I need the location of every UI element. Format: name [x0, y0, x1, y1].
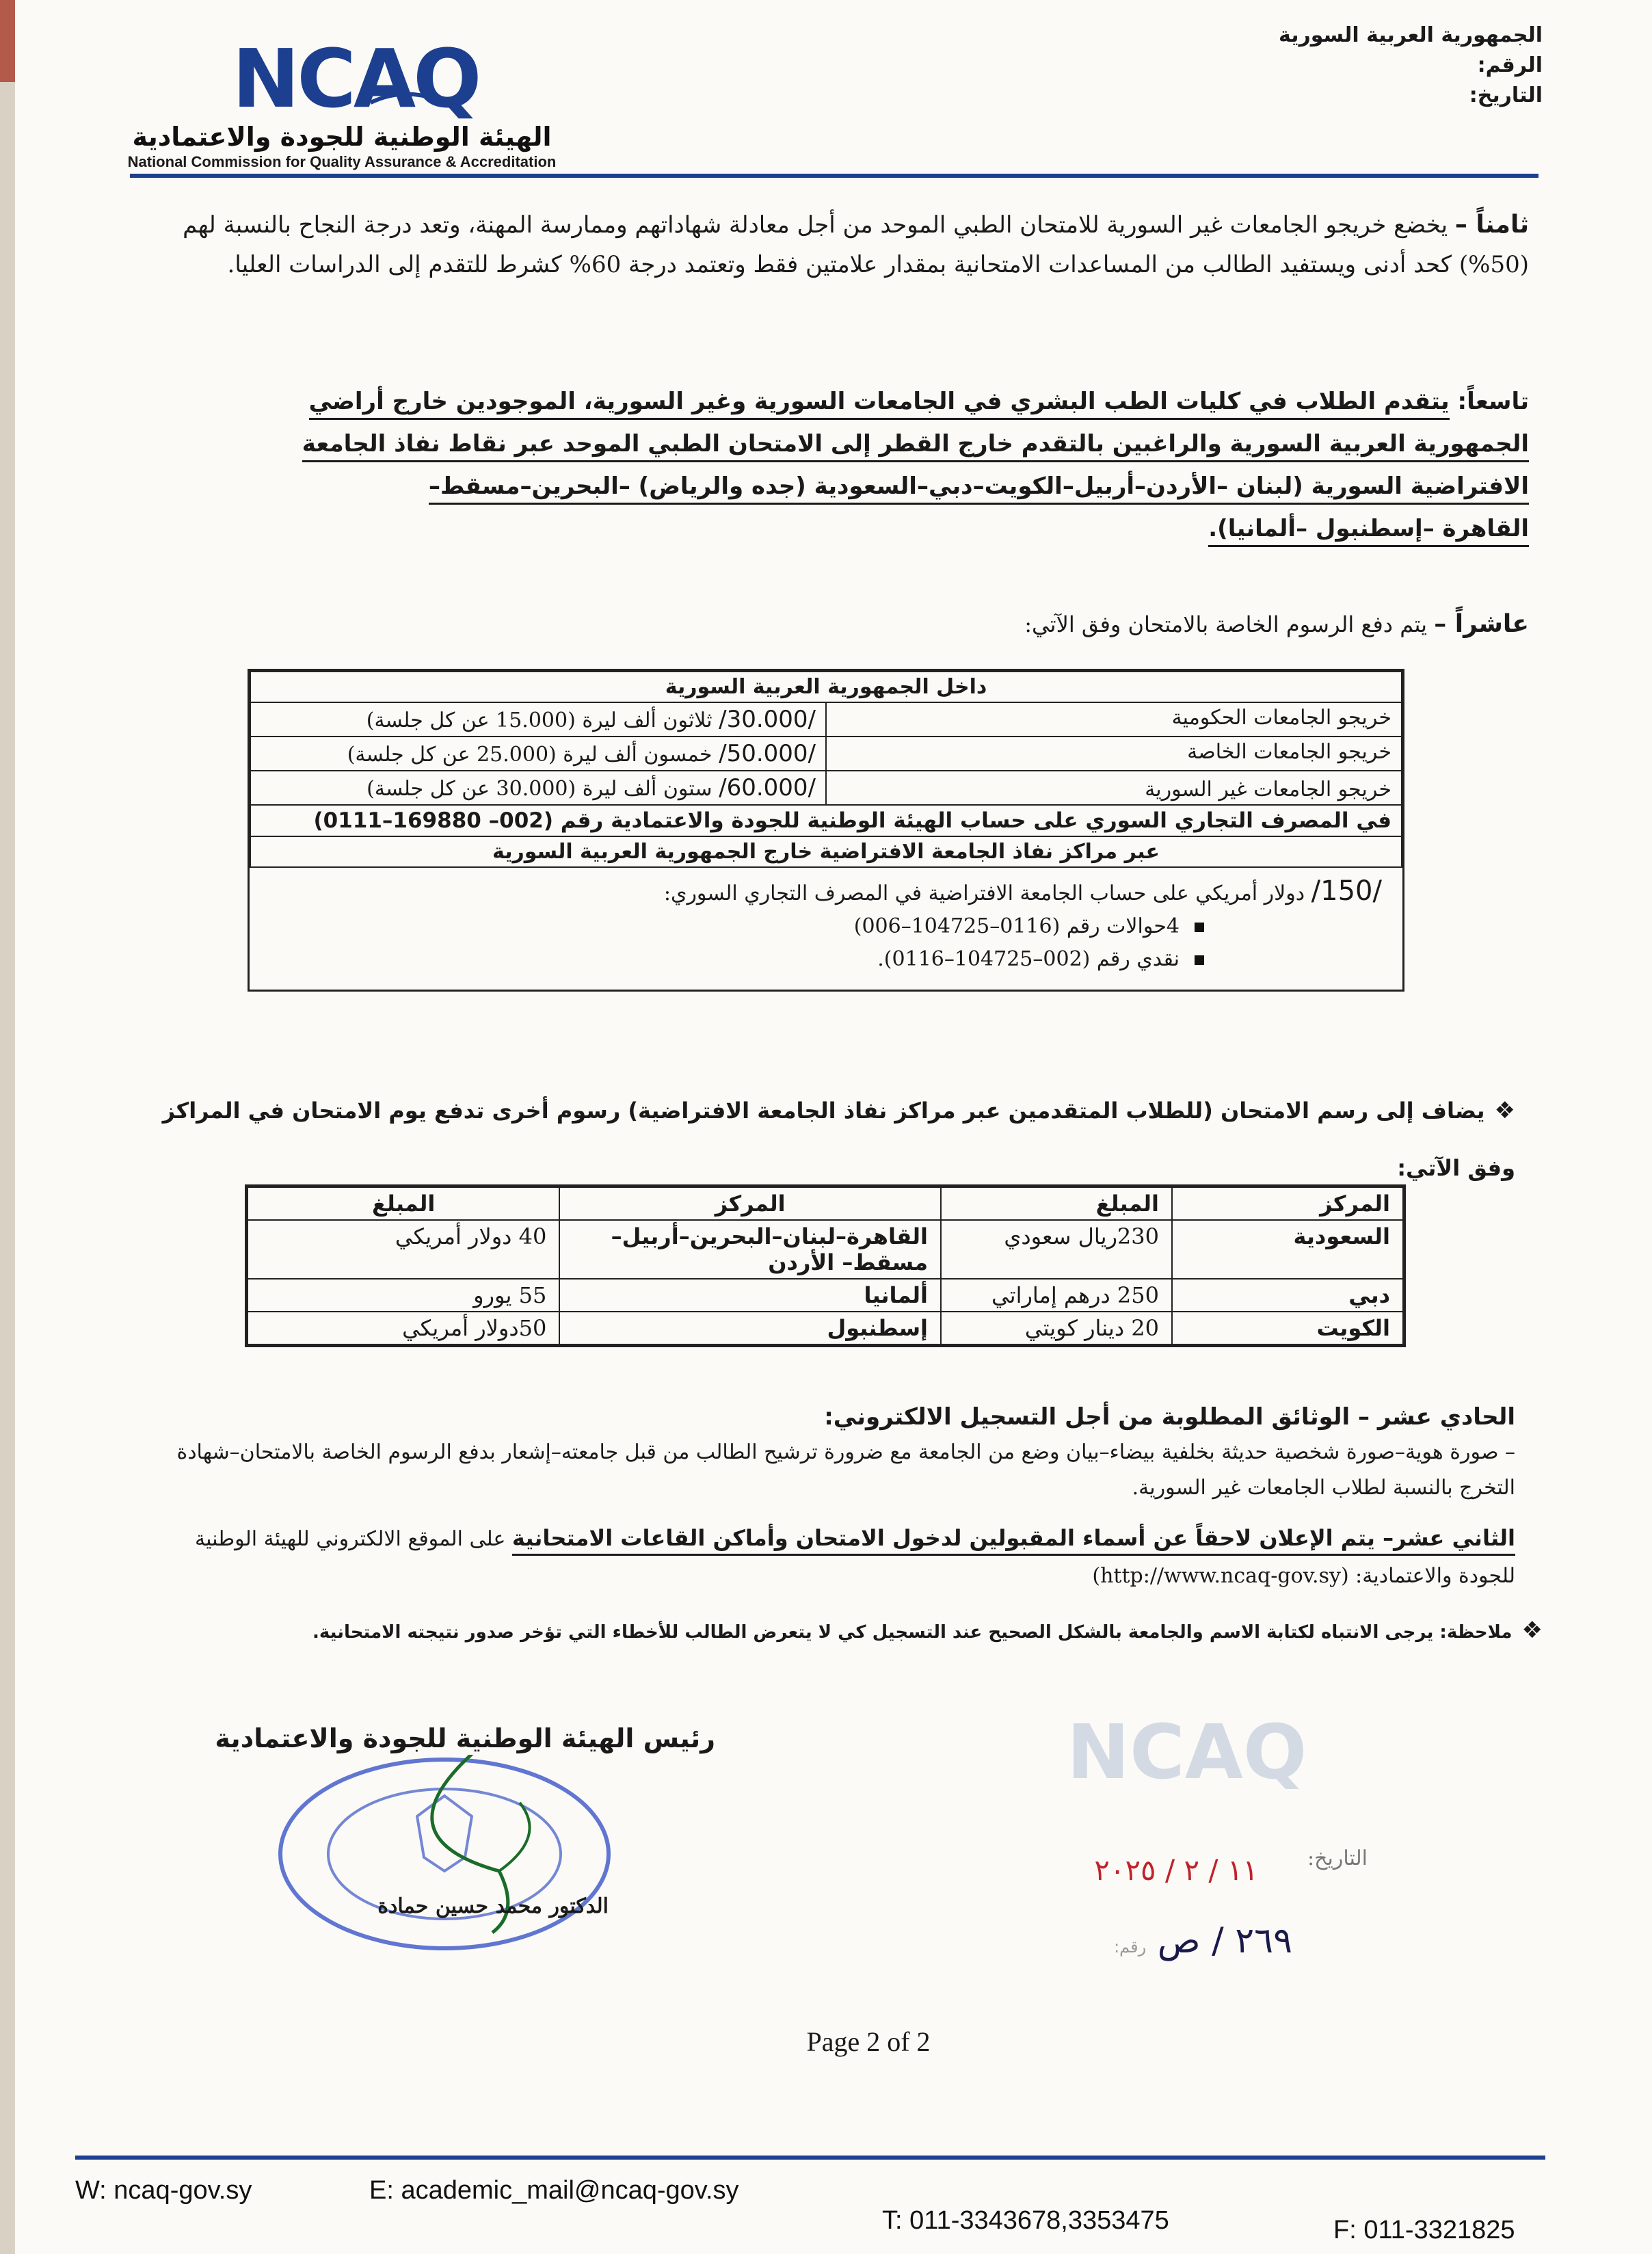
- amount-cell: 230ريال سعودي: [941, 1220, 1172, 1279]
- footer-rule: [75, 2156, 1545, 2160]
- page-number: Page 2 of 2: [806, 2026, 931, 2057]
- footer-fax: F: 011-3321825: [1333, 2216, 1515, 2244]
- bullet-transfer: 4حوالات رقم (0116–104725–006): [853, 914, 1180, 938]
- table-row: [248, 1220, 1403, 1279]
- bullet-icon: [1195, 955, 1204, 965]
- section-eighth: [161, 205, 1529, 284]
- abroad-amount: /150/: [1311, 875, 1382, 907]
- signature-name: الدكتور محمد حسين حمادة: [377, 1894, 609, 1918]
- section-ninth: [161, 380, 1529, 550]
- section-eleventh-lead: الحادي عشر – الوثائق المطلوبة من أجل التسجيل الالكتروني:: [824, 1403, 1515, 1431]
- amount-cell: 50دولار أمريكي: [248, 1312, 559, 1344]
- fee-amount: /60.000/: [719, 774, 816, 801]
- table-row: [248, 1312, 1403, 1344]
- fee-value: [250, 771, 826, 805]
- fee-value: [250, 702, 826, 737]
- table-row: [250, 737, 1402, 771]
- note: [175, 1617, 1543, 1646]
- section-tenth-text: يتم دفع الرسوم الخاصة بالامتحان وفق الآتي:: [1024, 611, 1428, 637]
- section-eleventh-text: – صورة هوية–صورة شخصية حديثة بخلفية بيضاء–بيان وضع من الجامعة مع ضرورة ترشيح الطالب من قبل جامعته–إشعار بدفع الرسوم الخاصة بالامتحان–شهادة التخرج بالنسبة لطلاب الجامعات غير السورية.: [176, 1440, 1515, 1500]
- stamp-wordmark: NCAQ: [1067, 1710, 1307, 1796]
- binding-strip: [0, 0, 15, 2254]
- col-header: المركز: [559, 1187, 941, 1220]
- section-ninth-line2: الجمهورية العربية السورية والراغبين بالتقدم خارج القطر إلى الامتحان الطبي الموحد عبر نقاط نفاذ الجامعة: [302, 430, 1529, 462]
- fees-table-header: داخل الجمهورية العربية السورية: [250, 672, 1402, 702]
- section-twelfth: [161, 1520, 1515, 1595]
- abroad-header: عبر مراكز نفاذ الجامعة الافتراضية خارج الجمهورية العربية السورية: [250, 836, 1402, 867]
- amount-cell: 250 درهم إماراتي: [941, 1279, 1172, 1312]
- section-twelfth-lead: الثاني عشر– يتم الإعلان لاحقاً عن أسماء المقبولين لدخول الامتحان وأماكن القاعات الامتحانية: [512, 1525, 1515, 1556]
- table-row: [248, 1279, 1403, 1312]
- abroad-payment: [250, 868, 1402, 990]
- fees-table: [248, 669, 1404, 992]
- logo-wordmark: NCAQ: [232, 31, 479, 126]
- section-ninth-lead: تاسعاً:: [1457, 388, 1529, 415]
- section-ninth-line4: القاهرة –إسطنبول –ألمانيا).: [1208, 515, 1529, 547]
- table-row: [250, 702, 1402, 737]
- binding-edge: [0, 0, 15, 82]
- fee-words: خمسون ألف ليرة (25.000 عن كل جلسة): [347, 743, 712, 767]
- logo-swoosh-icon: [369, 82, 444, 109]
- fee-amount: /30.000/: [719, 706, 816, 733]
- section-eighth-lead: ثامناً –: [1454, 211, 1529, 239]
- diamond-bullet-icon: ❖: [1521, 1617, 1543, 1644]
- fee-value: [250, 737, 826, 771]
- table-header-row: [248, 1187, 1403, 1220]
- footer-email: E: academic_mail@ncaq-gov.sy: [369, 2176, 739, 2205]
- republic-name: الجمهورية العربية السورية: [1279, 23, 1543, 47]
- addition-note-text: يضاف إلى رسم الامتحان (للطلاب المتقدمين عبر مراكز نفاذ الجامعة الافتراضية) رسوم أخرى تدفع يوم الامتحان في المراكز وفق الآتي:: [162, 1098, 1515, 1181]
- bullet-cash: نقدي رقم (002–104725–0116).: [877, 947, 1180, 971]
- ncaq-logo: [109, 31, 574, 171]
- footer-website: W: ncaq-gov.sy: [75, 2176, 252, 2205]
- section-tenth-lead: عاشراً –: [1434, 610, 1529, 638]
- centers-table: [245, 1184, 1406, 1347]
- col-header: المركز: [1172, 1187, 1403, 1220]
- center-cell: القاهرة–لبنان–البحرين–أربيل–مسقط– الأردن: [559, 1220, 941, 1279]
- col-header: المبلغ: [248, 1187, 559, 1220]
- section-tenth: [161, 605, 1529, 644]
- bullet-icon: [1195, 923, 1204, 932]
- addition-note: [161, 1082, 1515, 1197]
- bank-line: في المصرف التجاري السوري على حساب الهيئة الوطنية للجودة والاعتمادية رقم (002– 169880–0111): [250, 805, 1402, 836]
- footer-phone: T: 011-3343678,3353475: [882, 2206, 1169, 2235]
- fee-label: خريجو الجامعات غير السورية: [826, 771, 1402, 805]
- col-header: المبلغ: [941, 1187, 1172, 1220]
- date-label: التاريخ:: [1469, 83, 1543, 107]
- fee-words: ثلاثون ألف ليرة (15.000 عن كل جلسة): [366, 708, 712, 732]
- official-seal-icon: [274, 1755, 615, 1953]
- abroad-text: دولار أمريكي على حساب الجامعة الافتراضية في المصرف التجاري السوري:: [663, 881, 1305, 905]
- logo-english-name: National Commission for Quality Assurance & Accreditation: [127, 153, 557, 170]
- stamp-number-label: رقم:: [1114, 1937, 1147, 1957]
- section-twelfth-text: على الموقع الالكتروني للهيئة الوطنية للجودة والاعتمادية: (http://www.ncaq-gov.sy): [195, 1527, 1515, 1588]
- center-cell: إسطنبول: [559, 1312, 941, 1344]
- fee-amount: /50.000/: [719, 740, 816, 767]
- header-rule: [130, 174, 1538, 178]
- logo-arabic-name: الهيئة الوطنية للجودة والاعتمادية: [132, 122, 552, 152]
- center-cell: السعودية: [1172, 1220, 1403, 1279]
- header-republic: [1064, 21, 1543, 111]
- section-ninth-line1: يتقدم الطلاب في كليات الطب البشري في الجامعات السورية وغير السورية، الموجودين خارج أراضي: [309, 388, 1450, 420]
- table-row: [250, 771, 1402, 805]
- fee-label: خريجو الجامعات الخاصة: [826, 737, 1402, 771]
- signature-title: رئيس الهيئة الوطنية للجودة والاعتمادية: [215, 1723, 715, 1753]
- handwritten-date: ١١ / ٢ / ٢٠٢٥: [1094, 1853, 1258, 1887]
- center-cell: دبي: [1172, 1279, 1403, 1312]
- note-text: ملاحظة: يرجى الانتباه لكتابة الاسم والجامعة بالشكل الصحيح عند التسجيل كي لا يتعرض الطالب للأخطاء التي تؤخر صدور نتيجته الامتحانية.: [312, 1622, 1513, 1643]
- fee-label: خريجو الجامعات الحكومية: [826, 702, 1402, 737]
- number-label: الرقم:: [1477, 53, 1543, 77]
- center-cell: الكويت: [1172, 1312, 1403, 1344]
- amount-cell: 20 دينار كويتي: [941, 1312, 1172, 1344]
- handwritten-number-value: ٢٦٩ / ص: [1157, 1920, 1292, 1961]
- section-eleventh: [161, 1399, 1515, 1506]
- stamp-date-label: التاريخ:: [1307, 1846, 1368, 1870]
- section-ninth-line3: الافتراضية السورية (لبنان –الأردن–أربيل–الكويت–دبي–السعودية (جده والرياض) –البحرين–مسقط–: [429, 473, 1529, 505]
- diamond-bullet-icon: ❖: [1494, 1097, 1515, 1124]
- section-eighth-text: يخضع خريجو الجامعات غير السورية للامتحان الطبي الموحد من أجل معادلة شهاداتهم وممارسة المهنة، وتعد درجة النجاح بالنسبة لهم (50%) كحد أدنى ويستفيد الطالب من المساعدات الامتحانية بمقدار علامتين فقط وتعتمد درجة 60% كشرط للتقدم إلى الدراسات العليا.: [183, 211, 1529, 278]
- fee-words: ستون ألف ليرة (30.000 عن كل جلسة): [367, 777, 712, 801]
- amount-cell: 40 دولار أمريكي: [248, 1220, 559, 1279]
- amount-cell: 55 يورو: [248, 1279, 559, 1312]
- center-cell: ألمانيا: [559, 1279, 941, 1312]
- handwritten-number: [1046, 1920, 1292, 1961]
